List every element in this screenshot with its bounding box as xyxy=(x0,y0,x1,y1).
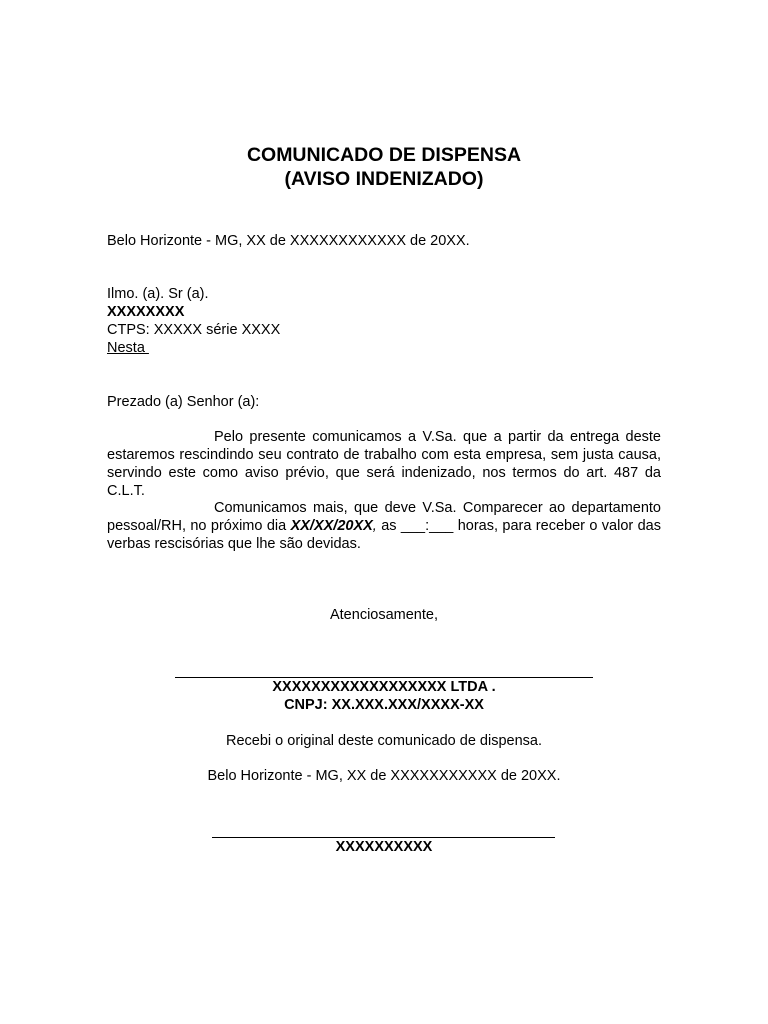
paragraph-2-date-day: XX xyxy=(290,518,310,534)
title-line-1: COMUNICADO DE DISPENSA xyxy=(246,144,522,166)
paragraph-2-date-rest: /XX/20XX xyxy=(309,518,373,534)
document-page xyxy=(107,0,661,1024)
receipt-place-date: Belo Horizonte - MG, XX de XXXXXXXXXXX de 20XX. xyxy=(207,768,561,784)
paragraph-2-after: as ___:___ horas, para receber o valor das verbas rescisórias que lhe são devidas. xyxy=(107,518,661,552)
recipient-nesta: Nesta xyxy=(107,340,149,356)
receipt-statement: Recebi o original deste comunicado de dispensa. xyxy=(226,733,542,749)
paragraph-2 xyxy=(107,499,661,553)
recipient-salutation: Ilmo. (a). Sr (a). xyxy=(107,286,209,302)
paragraph-2-before: Comunicamos mais, que deve V.Sa. Comparecer ao departamento pessoal/RH, no próximo dia xyxy=(107,500,661,534)
place-date: Belo Horizonte - MG, XX de XXXXXXXXXXXX de 20XX. xyxy=(107,233,470,249)
title-line-2: (AVISO INDENIZADO) xyxy=(284,168,484,190)
document-title xyxy=(107,143,661,191)
company-cnpj: CNPJ: XX.XXX.XXX/XXXX-XX xyxy=(284,697,484,713)
company-name: XXXXXXXXXXXXXXXXXX LTDA . xyxy=(272,679,496,695)
recipient-ctps: CTPS: XXXXX série XXXX xyxy=(107,322,281,338)
greeting: Prezado (a) Senhor (a): xyxy=(107,394,260,410)
employee-signature-name: XXXXXXXXXX xyxy=(335,839,433,855)
closing: Atenciosamente, xyxy=(329,607,438,623)
paragraph-2-comma: , xyxy=(372,518,377,534)
recipient-name: XXXXXXXX xyxy=(107,304,185,320)
paragraph-1: Pelo presente comunicamos a V.Sa. que a partir da entrega deste estaremos rescindindo seu contrato de trabalho com esta empresa, sem justa causa, servindo este como aviso prévio, que será indenizado, nos termos do art. 487 da C.L.T. xyxy=(107,429,661,499)
